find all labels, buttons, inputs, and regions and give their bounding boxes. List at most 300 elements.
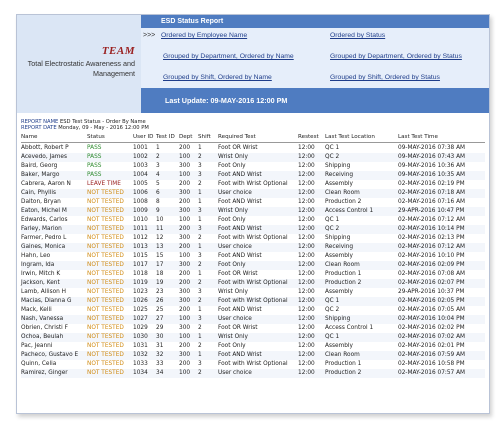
cell-user-id: 1025 bbox=[133, 307, 148, 313]
cell-name: Obrien, Christi F bbox=[21, 325, 68, 331]
table-header bbox=[21, 134, 485, 143]
cell-name: Gaines, Monica bbox=[21, 244, 66, 250]
cell-required-test: Foot Only bbox=[218, 217, 246, 223]
cell-test-id: 6 bbox=[156, 190, 160, 196]
report-meta bbox=[21, 119, 485, 132]
table-row bbox=[21, 315, 485, 324]
col-shift: Shift bbox=[198, 134, 211, 140]
cell-dept: 300 bbox=[179, 298, 191, 304]
cell-name: Dalton, Bryan bbox=[21, 199, 61, 205]
cell-test-id: 10 bbox=[156, 217, 164, 223]
cell-test-id: 3 bbox=[156, 163, 160, 169]
cell-last-location: Assembly bbox=[325, 181, 353, 187]
cell-restest: 12:00 bbox=[298, 271, 315, 277]
cell-dept: 300 bbox=[179, 352, 191, 358]
cell-user-id: 1012 bbox=[133, 235, 148, 241]
cell-name: Baird, Georg bbox=[21, 163, 58, 169]
cell-user-id: 1006 bbox=[133, 190, 148, 196]
table-row bbox=[21, 162, 485, 171]
link-shift-by-name[interactable]: Grouped by Shift, Ordered by Name bbox=[163, 74, 272, 81]
cell-status: NOT TESTED bbox=[87, 307, 124, 313]
cell-restest: 12:00 bbox=[298, 316, 315, 322]
cell-name: Baker, Margo bbox=[21, 172, 60, 178]
table-row bbox=[21, 144, 485, 153]
cell-last-time: 02-MAY-2016 10:10 PM bbox=[398, 253, 465, 259]
cell-test-id: 29 bbox=[156, 325, 164, 331]
team-logo: TEAM bbox=[101, 45, 135, 57]
cell-last-location: QC 1 bbox=[325, 298, 340, 304]
cell-test-id: 19 bbox=[156, 280, 164, 286]
col-restest: Restest bbox=[298, 134, 319, 140]
table-row bbox=[21, 225, 485, 234]
link-shift-by-status[interactable]: Grouped by Shift, Ordered by Status bbox=[330, 74, 440, 81]
cell-last-time: 02-MAY-2016 02:09 PM bbox=[398, 262, 465, 268]
cell-name: Farmer, Pedro L bbox=[21, 235, 67, 241]
cell-last-time: 02-MAY-2016 02:01 PM bbox=[398, 343, 465, 349]
cell-shift: 1 bbox=[198, 190, 202, 196]
cell-last-time: 02-MAY-2016 02:07 PM bbox=[398, 280, 465, 286]
cell-name: Eaton, Michel M bbox=[21, 208, 67, 214]
cell-user-id: 1001 bbox=[133, 145, 148, 151]
cell-last-time: 02-MAY-2016 02:13 PM bbox=[398, 235, 465, 241]
cell-dept: 300 bbox=[179, 289, 191, 295]
cell-restest: 12:00 bbox=[298, 325, 315, 331]
cell-shift: 2 bbox=[198, 343, 202, 349]
cell-required-test: Wrist Only bbox=[218, 289, 248, 295]
report-date-value: Monday, 09 - May - 2016 12:00 PM bbox=[58, 125, 149, 132]
cell-shift: 1 bbox=[198, 199, 202, 205]
cell-name: Cain, Phyllis bbox=[21, 190, 57, 196]
cell-restest: 12:00 bbox=[298, 253, 315, 259]
cell-user-id: 1017 bbox=[133, 262, 148, 268]
col-required-test: Required Test bbox=[218, 134, 256, 140]
cell-required-test: Foot Only bbox=[218, 343, 246, 349]
cell-restest: 12:00 bbox=[298, 289, 315, 295]
last-update: Last Update: 09-MAY-2016 12:00 PM bbox=[141, 88, 489, 113]
cell-test-id: 32 bbox=[156, 352, 164, 358]
cell-status: LEAVE TIME bbox=[87, 181, 121, 187]
cell-test-id: 18 bbox=[156, 271, 164, 277]
cell-name: Acevedo, James bbox=[21, 154, 68, 160]
cell-shift: 3 bbox=[198, 361, 202, 367]
cell-dept: 100 bbox=[179, 217, 191, 223]
cell-last-time: 09-MAY-2016 07:43 AM bbox=[398, 154, 466, 160]
cell-last-time: 02-MAY-2016 10:14 PM bbox=[398, 226, 465, 232]
cell-status: NOT TESTED bbox=[87, 271, 124, 277]
cell-last-location: Assembly bbox=[325, 253, 353, 259]
cell-user-id: 1003 bbox=[133, 163, 148, 169]
cell-shift: 1 bbox=[198, 352, 202, 358]
cell-name: Abbott, Robert P bbox=[21, 145, 69, 151]
cell-name: Pacheco, Gustavo E bbox=[21, 352, 79, 358]
cell-shift: 2 bbox=[198, 181, 202, 187]
cell-shift: 3 bbox=[198, 289, 202, 295]
cell-restest: 12:00 bbox=[298, 352, 315, 358]
col-test-id: Test ID bbox=[156, 134, 175, 140]
cell-name: Ingram, Ida bbox=[21, 262, 55, 268]
link-dept-by-name[interactable]: Grouped by Department, Ordered by Name bbox=[163, 53, 294, 60]
cell-required-test: Foot AND Wrist bbox=[218, 253, 262, 259]
cell-dept: 200 bbox=[179, 307, 191, 313]
cell-required-test: Foot with Wrist Optional bbox=[218, 181, 288, 187]
cell-required-test: User choice bbox=[218, 244, 252, 250]
cell-last-location: QC 1 bbox=[325, 217, 340, 223]
cell-last-location: QC 2 bbox=[325, 226, 340, 232]
cell-last-location: Access Control 1 bbox=[325, 325, 374, 331]
table-row bbox=[21, 207, 485, 216]
cell-dept: 300 bbox=[179, 208, 191, 214]
cell-last-location: Clean Room bbox=[325, 352, 360, 358]
report-name-value: ESD Test Status - Order By Name bbox=[59, 119, 146, 125]
cell-last-location: Shipping bbox=[325, 316, 351, 322]
cell-last-time: 02-MAY-2016 02:19 PM bbox=[398, 181, 465, 187]
cell-test-id: 9 bbox=[156, 208, 160, 214]
table-row bbox=[21, 180, 485, 189]
cell-user-id: 1034 bbox=[133, 370, 148, 376]
cell-test-id: 27 bbox=[156, 316, 164, 322]
cell-test-id: 26 bbox=[156, 298, 164, 304]
cell-user-id: 1032 bbox=[133, 352, 148, 358]
cell-test-id: 31 bbox=[156, 343, 164, 349]
cell-user-id: 1011 bbox=[133, 226, 148, 232]
report-name-label: REPORT NAME bbox=[21, 119, 59, 125]
arrows-indicator: >>> bbox=[143, 32, 156, 39]
cell-dept: 200 bbox=[179, 271, 191, 277]
cell-name: Quinn, Celia bbox=[21, 361, 57, 367]
cell-required-test: Foot with Wrist Optional bbox=[218, 298, 288, 304]
cell-status: NOT TESTED bbox=[87, 226, 124, 232]
cell-restest: 12:00 bbox=[298, 307, 315, 313]
cell-test-id: 17 bbox=[156, 262, 164, 268]
cell-test-id: 33 bbox=[156, 361, 164, 367]
cell-last-location: Access Control 1 bbox=[325, 208, 374, 214]
cell-restest: 12:00 bbox=[298, 370, 315, 376]
cell-dept: 200 bbox=[179, 199, 191, 205]
cell-dept: 300 bbox=[179, 235, 191, 241]
table-row bbox=[21, 243, 485, 252]
cell-last-time: 29-APR-2016 10:37 PM bbox=[398, 289, 465, 295]
cell-name: Cabrera, Aaron N bbox=[21, 181, 71, 187]
cell-test-id: 12 bbox=[156, 235, 164, 241]
cell-test-id: 4 bbox=[156, 172, 160, 178]
cell-shift: 1 bbox=[198, 307, 202, 313]
cell-last-location: QC 1 bbox=[325, 334, 340, 340]
cell-restest: 12:00 bbox=[298, 361, 315, 367]
cell-last-location: Shipping bbox=[325, 235, 351, 241]
report-header bbox=[17, 15, 489, 113]
cell-required-test: Foot with Wrist Optional bbox=[218, 235, 288, 241]
cell-restest: 12:00 bbox=[298, 298, 315, 304]
cell-name: Nash, Vanessa bbox=[21, 316, 64, 322]
col-user-id: User ID bbox=[133, 134, 154, 140]
cell-dept: 100 bbox=[179, 370, 191, 376]
cell-dept: 200 bbox=[179, 280, 191, 286]
cell-dept: 300 bbox=[179, 262, 191, 268]
cell-restest: 12:00 bbox=[298, 343, 315, 349]
cell-dept: 300 bbox=[179, 190, 191, 196]
cell-last-location: QC 1 bbox=[325, 145, 340, 151]
link-dept-by-status[interactable]: Grouped by Department, Ordered by Status bbox=[330, 53, 462, 60]
cell-name: Farley, Marion bbox=[21, 226, 62, 232]
cell-status: NOT TESTED bbox=[87, 235, 124, 241]
cell-restest: 12:00 bbox=[298, 190, 315, 196]
cell-last-time: 02-MAY-2016 07:57 AM bbox=[398, 370, 466, 376]
cell-required-test: Wrist Only bbox=[218, 154, 248, 160]
cell-shift: 3 bbox=[198, 226, 202, 232]
cell-user-id: 1031 bbox=[133, 343, 148, 349]
cell-dept: 100 bbox=[179, 334, 191, 340]
cell-restest: 12:00 bbox=[298, 226, 315, 232]
cell-required-test: Foot OR Wrist bbox=[218, 271, 258, 277]
cell-dept: 100 bbox=[179, 253, 191, 259]
cell-status: NOT TESTED bbox=[87, 199, 124, 205]
cell-required-test: User choice bbox=[218, 190, 252, 196]
table-row bbox=[21, 369, 485, 378]
cell-shift: 2 bbox=[198, 154, 202, 160]
cell-user-id: 1027 bbox=[133, 316, 148, 322]
cell-name: Mack, Kelli bbox=[21, 307, 52, 313]
table-row bbox=[21, 252, 485, 261]
cell-shift: 1 bbox=[198, 217, 202, 223]
table-row bbox=[21, 324, 485, 333]
cell-required-test: Foot AND Wrist bbox=[218, 226, 262, 232]
cell-last-time: 02-MAY-2016 10:04 PM bbox=[398, 316, 465, 322]
cell-shift: 3 bbox=[198, 208, 202, 214]
cell-shift: 1 bbox=[198, 244, 202, 250]
cell-test-id: 11 bbox=[156, 226, 164, 232]
cell-test-id: 30 bbox=[156, 334, 164, 340]
cell-restest: 12:00 bbox=[298, 280, 315, 286]
cell-last-time: 02-MAY-2016 07:18 AM bbox=[398, 190, 466, 196]
col-last-time: Last Test Time bbox=[398, 134, 438, 140]
cell-required-test: Foot AND Wrist bbox=[218, 307, 262, 313]
cell-status: NOT TESTED bbox=[87, 262, 124, 268]
table-row bbox=[21, 360, 485, 369]
cell-test-id: 5 bbox=[156, 181, 160, 187]
report-body bbox=[21, 119, 485, 411]
cell-status: NOT TESTED bbox=[87, 361, 124, 367]
report-nav bbox=[141, 15, 489, 113]
cell-restest: 12:00 bbox=[298, 235, 315, 241]
brand-panel bbox=[17, 15, 141, 113]
cell-status: NOT TESTED bbox=[87, 352, 124, 358]
cell-last-location: Production 1 bbox=[325, 271, 362, 277]
cell-dept: 200 bbox=[179, 181, 191, 187]
cell-dept: 200 bbox=[179, 361, 191, 367]
cell-test-id: 15 bbox=[156, 253, 164, 259]
cell-required-test: Wrist Only bbox=[218, 208, 248, 214]
cell-name: Ochoa, Beulah bbox=[21, 334, 64, 340]
cell-last-time: 02-MAY-2016 02:02 PM bbox=[398, 325, 465, 331]
cell-test-id: 13 bbox=[156, 244, 164, 250]
cell-dept: 200 bbox=[179, 226, 191, 232]
cell-status: NOT TESTED bbox=[87, 217, 124, 223]
cell-status: NOT TESTED bbox=[87, 253, 124, 259]
cell-status: NOT TESTED bbox=[87, 334, 124, 340]
cell-test-id: 23 bbox=[156, 289, 164, 295]
cell-user-id: 1015 bbox=[133, 253, 148, 259]
table-row bbox=[21, 261, 485, 270]
cell-required-test: User choice bbox=[218, 370, 252, 376]
cell-dept: 200 bbox=[179, 244, 191, 250]
cell-restest: 12:00 bbox=[298, 154, 315, 160]
table-row bbox=[21, 306, 485, 315]
cell-user-id: 1026 bbox=[133, 298, 148, 304]
cell-dept: 200 bbox=[179, 145, 191, 151]
cell-last-time: 02-MAY-2016 07:12 AM bbox=[398, 217, 466, 223]
cell-required-test: Wrist Only bbox=[218, 334, 248, 340]
cell-restest: 12:00 bbox=[298, 163, 315, 169]
cell-test-id: 8 bbox=[156, 199, 160, 205]
table-row bbox=[21, 234, 485, 243]
cell-restest: 12:00 bbox=[298, 217, 315, 223]
cell-user-id: 1018 bbox=[133, 271, 148, 277]
cell-shift: 2 bbox=[198, 235, 202, 241]
cell-user-id: 1002 bbox=[133, 154, 148, 160]
cell-status: NOT TESTED bbox=[87, 316, 124, 322]
cell-status: NOT TESTED bbox=[87, 370, 124, 376]
cell-required-test: Foot OR Wrist bbox=[218, 145, 258, 151]
cell-required-test: Foot OR Wrist bbox=[218, 325, 258, 331]
cell-last-time: 09-MAY-2016 07:38 AM bbox=[398, 145, 466, 151]
cell-last-location: Receiving bbox=[325, 172, 354, 178]
cell-status: NOT TESTED bbox=[87, 298, 124, 304]
cell-restest: 12:00 bbox=[298, 244, 315, 250]
cell-dept: 100 bbox=[179, 172, 191, 178]
cell-dept: 200 bbox=[179, 343, 191, 349]
cell-user-id: 1019 bbox=[133, 280, 148, 286]
cell-last-location: Production 2 bbox=[325, 280, 362, 286]
cell-shift: 3 bbox=[198, 163, 202, 169]
cell-last-location: Shipping bbox=[325, 163, 351, 169]
cell-user-id: 1029 bbox=[133, 325, 148, 331]
cell-status: PASS bbox=[87, 172, 102, 178]
cell-shift: 3 bbox=[198, 316, 202, 322]
col-status: Status bbox=[87, 134, 105, 140]
cell-user-id: 1010 bbox=[133, 217, 148, 223]
cell-last-time: 02-MAY-2016 07:05 AM bbox=[398, 307, 466, 313]
cell-required-test: Foot Only bbox=[218, 262, 246, 268]
cell-shift: 3 bbox=[198, 172, 202, 178]
cell-status: PASS bbox=[87, 154, 102, 160]
cell-shift: 1 bbox=[198, 145, 202, 151]
cell-user-id: 1033 bbox=[133, 361, 148, 367]
cell-last-time: 02-MAY-2016 07:16 AM bbox=[398, 199, 466, 205]
cell-required-test: Foot AND Wrist bbox=[218, 199, 262, 205]
cell-name: Macias, Dianna G bbox=[21, 298, 72, 304]
cell-shift: 3 bbox=[198, 253, 202, 259]
cell-required-test: User choice bbox=[218, 316, 252, 322]
cell-shift: 2 bbox=[198, 262, 202, 268]
cell-dept: 300 bbox=[179, 325, 191, 331]
cell-required-test: Foot AND Wrist bbox=[218, 172, 262, 178]
cell-dept: 100 bbox=[179, 154, 191, 160]
cell-shift: 2 bbox=[198, 280, 202, 286]
cell-last-time: 02-MAY-2016 07:02 AM bbox=[398, 334, 466, 340]
cell-required-test: Foot AND Wrist bbox=[218, 352, 262, 358]
cell-shift: 2 bbox=[198, 325, 202, 331]
nav-links bbox=[141, 28, 489, 88]
cell-required-test: Foot Only bbox=[218, 163, 246, 169]
cell-restest: 12:00 bbox=[298, 145, 315, 151]
table-row bbox=[21, 297, 485, 306]
cell-status: NOT TESTED bbox=[87, 208, 124, 214]
cell-dept: 100 bbox=[179, 316, 191, 322]
report-window bbox=[16, 14, 490, 414]
cell-last-time: 09-MAY-2016 10:36 AM bbox=[398, 163, 466, 169]
cell-required-test: Foot with Wrist Optional bbox=[218, 280, 288, 286]
link-order-by-status[interactable]: Ordered by Status bbox=[330, 32, 386, 39]
tagline: Total Electrostatic Awareness and Management bbox=[27, 59, 135, 78]
table-row bbox=[21, 153, 485, 162]
cell-last-time: 02-MAY-2016 07:59 AM bbox=[398, 352, 466, 358]
link-order-by-name[interactable]: Ordered by Employee Name bbox=[161, 32, 248, 39]
cell-user-id: 1005 bbox=[133, 181, 148, 187]
report-date-label: REPORT DATE bbox=[21, 125, 57, 132]
cell-shift: 1 bbox=[198, 271, 202, 277]
table-row bbox=[21, 216, 485, 225]
table-row bbox=[21, 270, 485, 279]
cell-user-id: 1009 bbox=[133, 208, 148, 214]
cell-test-id: 25 bbox=[156, 307, 164, 313]
cell-restest: 12:00 bbox=[298, 262, 315, 268]
cell-status: NOT TESTED bbox=[87, 343, 124, 349]
cell-name: Hahn, Leo bbox=[21, 253, 51, 259]
col-name: Name bbox=[21, 134, 38, 140]
cell-last-location: QC 2 bbox=[325, 307, 340, 313]
table-row bbox=[21, 189, 485, 198]
table-row bbox=[21, 198, 485, 207]
cell-name: Jackson, Kent bbox=[21, 280, 60, 286]
cell-name: Pac, Jeanni bbox=[21, 343, 53, 349]
table-row bbox=[21, 288, 485, 297]
cell-last-location: Clean Room bbox=[325, 190, 360, 196]
cell-test-id: 34 bbox=[156, 370, 164, 376]
report-title: ESD Status Report bbox=[141, 15, 489, 28]
cell-last-time: 02-MAY-2016 10:58 PM bbox=[398, 361, 465, 367]
cell-required-test: Foot with Wrist Optional bbox=[218, 361, 288, 367]
cell-user-id: 1004 bbox=[133, 172, 148, 178]
table-row bbox=[21, 342, 485, 351]
cell-user-id: 1030 bbox=[133, 334, 148, 340]
cell-last-time: 02-MAY-2016 02:05 PM bbox=[398, 298, 465, 304]
cell-restest: 12:00 bbox=[298, 172, 315, 178]
cell-last-time: 02-MAY-2016 07:12 AM bbox=[398, 244, 466, 250]
table-row bbox=[21, 171, 485, 180]
cell-shift: 1 bbox=[198, 334, 202, 340]
cell-restest: 12:00 bbox=[298, 208, 315, 214]
table-row bbox=[21, 279, 485, 288]
cell-restest: 12:00 bbox=[298, 199, 315, 205]
cell-status: NOT TESTED bbox=[87, 244, 124, 250]
cell-status: NOT TESTED bbox=[87, 280, 124, 286]
cell-last-time: 29-APR-2016 10:47 PM bbox=[398, 208, 465, 214]
cell-last-time: 02-MAY-2016 07:08 AM bbox=[398, 271, 466, 277]
col-last-location: Last Test Location bbox=[325, 134, 375, 140]
table-body bbox=[21, 144, 485, 378]
cell-user-id: 1013 bbox=[133, 244, 148, 250]
cell-test-id: 1 bbox=[156, 145, 160, 151]
cell-user-id: 1023 bbox=[133, 289, 148, 295]
table-row bbox=[21, 333, 485, 342]
cell-user-id: 1008 bbox=[133, 199, 148, 205]
cell-status: NOT TESTED bbox=[87, 325, 124, 331]
cell-last-location: Clean Room bbox=[325, 262, 360, 268]
cell-last-location: Assembly bbox=[325, 343, 353, 349]
cell-restest: 12:00 bbox=[298, 334, 315, 340]
cell-shift: 2 bbox=[198, 370, 202, 376]
cell-status: NOT TESTED bbox=[87, 289, 124, 295]
